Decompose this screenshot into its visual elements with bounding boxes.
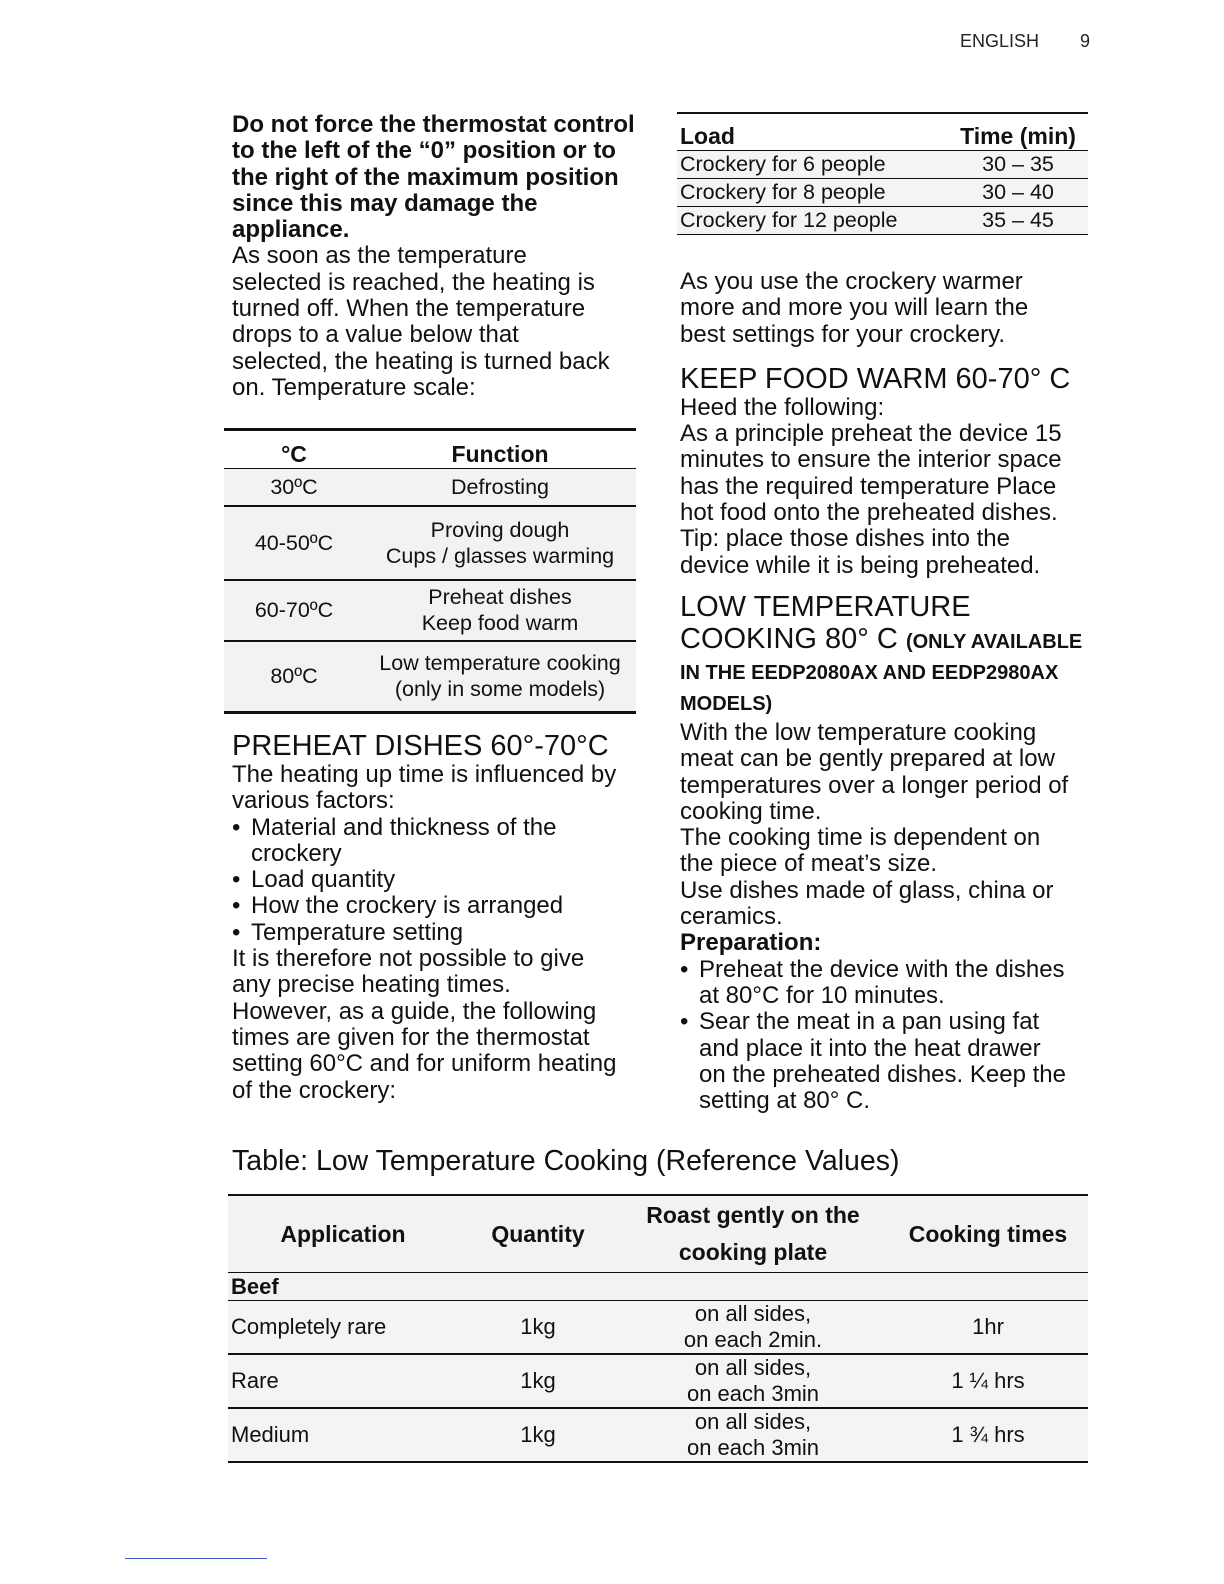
table-header-row (224, 430, 636, 469)
temperature-scale-table (224, 428, 636, 714)
intro-line: drops to a value below that (232, 321, 519, 349)
time-cell: 1 ¾ hrs (951, 1422, 1025, 1447)
closing-line: any precise heating times. (232, 971, 511, 999)
roast-header-line: Roast gently on the (646, 1202, 860, 1228)
low-temp-heading (680, 591, 1100, 658)
preheat-heading: PREHEAT DISHES 60°-70°C (232, 730, 609, 762)
model-note: (ONLY AVAILABLE (905, 630, 1083, 653)
table-row (228, 1301, 1088, 1355)
table-row (228, 1408, 1088, 1462)
list-item (680, 957, 1100, 1010)
roast-line: on all sides, (694, 1301, 812, 1326)
keep-line: has the required temperature Place (680, 472, 1057, 500)
time-cell: 1 ¼ hrs (951, 1368, 1025, 1393)
page-number: 9 (1080, 31, 1091, 51)
model-note-line: IN THE EEDP2080AX AND EEDP2980AX (680, 661, 1059, 684)
function-cell: Defrosting (451, 474, 549, 499)
table-row (228, 1354, 1088, 1408)
list-item-text: setting at 80° C. (699, 1087, 871, 1115)
table-row (677, 151, 1088, 179)
low-temp-line: the piece of meat’s size. (680, 850, 938, 878)
roast-line: on all sides, (694, 1409, 812, 1434)
application-cell: Completely rare (231, 1314, 387, 1339)
load-cell: Crockery for 12 people (680, 208, 898, 232)
table-row (224, 506, 636, 580)
factor-list (232, 815, 642, 946)
column-header-roast (618, 1195, 888, 1273)
function-cell (364, 580, 636, 641)
low-temp-line: The cooking time is dependent on (680, 824, 1041, 852)
usage-line: As you use the crockery warmer (680, 268, 1023, 295)
low-temp-line: cooking time. (680, 797, 822, 825)
low-temp-heading-line: LOW TEMPERATURE (680, 590, 971, 623)
roast-cell (618, 1354, 888, 1408)
time-cell: 1hr (972, 1314, 1004, 1339)
list-item-text: crockery (251, 839, 342, 867)
usage-line: best settings for your crockery. (680, 320, 1006, 348)
table-row (224, 580, 636, 641)
keep-line: hot food onto the preheated dishes. (680, 499, 1058, 527)
load-cell: Crockery for 8 people (680, 180, 886, 204)
column-header-quantity: Quantity (491, 1220, 585, 1247)
intro-line: on. Temperature scale: (232, 373, 476, 401)
roast-cell (618, 1301, 888, 1355)
usage-line: more and more you will learn the (680, 294, 1029, 322)
preheat-closing (232, 946, 642, 1104)
preparation-list (680, 957, 1100, 1115)
table-row (677, 207, 1088, 235)
table-caption: Table: Low Temperature Cooking (Reference Values) (232, 1145, 900, 1177)
temp-cell: 30ºC (270, 474, 318, 499)
roast-line: on each 2min. (683, 1327, 823, 1352)
table-row (677, 179, 1088, 207)
keep-line: device while it is being preheated. (680, 551, 1041, 579)
column-header-function: Function (451, 441, 549, 467)
closing-line: times are given for the thermostat (232, 1023, 590, 1051)
list-item (232, 893, 642, 919)
model-note-line: MODELS) (680, 692, 773, 715)
closing-line: However, as a guide, the following (232, 997, 597, 1025)
time-cell: 30 – 40 (982, 180, 1054, 204)
quantity-cell: 1kg (520, 1314, 556, 1339)
function-line: (only in some models) (394, 677, 606, 702)
list-item-text: on the preheated dishes. Keep the (699, 1060, 1066, 1088)
time-cell: 30 – 35 (982, 152, 1054, 176)
roast-header-line: cooking plate (678, 1239, 828, 1265)
keep-line: Tip: place those dishes into the (680, 525, 1010, 553)
closing-line: of the crockery: (232, 1076, 397, 1104)
list-item (232, 867, 642, 893)
low-temperature-cooking-table (228, 1194, 1088, 1463)
function-line: Keep food warm (421, 611, 579, 635)
footer-rule (125, 1558, 267, 1559)
function-line: Cups / glasses warming (385, 543, 615, 568)
list-item-text: Temperature setting (251, 918, 464, 946)
preparation-label: Preparation: (680, 929, 822, 957)
column-header-temp: °C (281, 441, 307, 467)
column-header-application: Application (280, 1220, 406, 1247)
table-header-row (228, 1195, 1088, 1273)
list-item-text: Sear the meat in a pan using fat (699, 1008, 1040, 1036)
low-temp-line: Use dishes made of glass, china or (680, 876, 1054, 904)
list-item-text: Material and thickness of the (251, 813, 557, 841)
list-item (232, 920, 642, 946)
preheat-intro (232, 762, 642, 815)
keep-line: As a principle preheat the device 15 (680, 420, 1062, 448)
table-row (224, 641, 636, 713)
preheat-section (232, 730, 642, 1104)
keep-line: minutes to ensure the interior space (680, 446, 1062, 474)
function-line: Low temperature cooking (379, 651, 621, 676)
column-header-load: Load (680, 123, 735, 149)
list-item-text: at 80°C for 10 minutes. (699, 981, 945, 1009)
load-time-table (677, 112, 1088, 235)
keep-warm-text (680, 395, 1100, 579)
application-cell: Rare (231, 1368, 279, 1393)
group-label: Beef (231, 1273, 279, 1299)
closing-line: It is therefore not possible to give (232, 945, 585, 973)
temp-cell: 80ºC (270, 664, 318, 689)
roast-line: on all sides, (694, 1355, 812, 1380)
application-cell: Medium (231, 1422, 310, 1447)
intro-line: selected, the heating is turned back (232, 347, 610, 375)
list-item-text: How the crockery is arranged (251, 892, 564, 920)
function-line: Proving dough (430, 517, 570, 542)
left-column-top (232, 112, 642, 401)
low-temp-line: ceramics. (680, 903, 783, 931)
low-temp-line: temperatures over a longer period of (680, 771, 1069, 799)
keep-line: Heed the following: (680, 393, 885, 421)
roast-line: on each 3min (686, 1435, 820, 1460)
temp-cell: 60-70ºC (254, 598, 334, 622)
load-cell: Crockery for 6 people (680, 152, 886, 176)
column-header-time: Time (min) (960, 123, 1076, 149)
usage-tip (680, 269, 1100, 348)
intro-line: turned off. When the temperature (232, 295, 586, 323)
preheat-intro-line: The heating up time is influenced by (232, 761, 617, 788)
column-header-cooking-times: Cooking times (908, 1220, 1068, 1247)
function-cell (364, 641, 636, 713)
thermostat-warning: Do not force the thermostat control to the left of the “0” position or to the right of the maximum position since this may damage the appliance. (232, 111, 635, 244)
function-cell (364, 506, 636, 580)
roast-cell (618, 1408, 888, 1462)
page-language: ENGLISH (960, 31, 1040, 51)
intro-line: selected is reached, the heating is (232, 268, 595, 296)
list-item-text: Preheat the device with the dishes (699, 955, 1065, 983)
time-cell: 35 – 45 (982, 208, 1054, 232)
low-temp-line: meat can be gently prepared at low (680, 745, 1055, 773)
group-row (228, 1273, 1088, 1301)
list-item-text: and place it into the heat drawer (699, 1034, 1041, 1062)
quantity-cell: 1kg (520, 1422, 556, 1447)
model-note-continued (680, 658, 1100, 720)
intro-paragraph (232, 243, 642, 401)
right-column-text (680, 269, 1100, 1114)
preheat-intro-line: various factors: (232, 787, 395, 815)
intro-line: As soon as the temperature (232, 242, 527, 270)
roast-line: on each 3min (686, 1381, 820, 1406)
table-row (224, 469, 636, 506)
keep-warm-heading: KEEP FOOD WARM 60-70° C (680, 362, 1071, 395)
low-temp-text (680, 720, 1100, 930)
closing-line: setting 60°C and for uniform heating (232, 1050, 617, 1078)
temp-cell: 40-50ºC (254, 530, 334, 555)
low-temp-heading-line: COOKING 80° C (680, 622, 898, 655)
function-line: Preheat dishes (428, 585, 572, 609)
list-item (680, 1009, 1100, 1114)
list-item (232, 815, 642, 868)
quantity-cell: 1kg (520, 1368, 556, 1393)
list-item-text: Load quantity (251, 866, 396, 894)
low-temp-line: With the low temperature cooking (680, 718, 1037, 746)
table-header-row (677, 113, 1088, 151)
